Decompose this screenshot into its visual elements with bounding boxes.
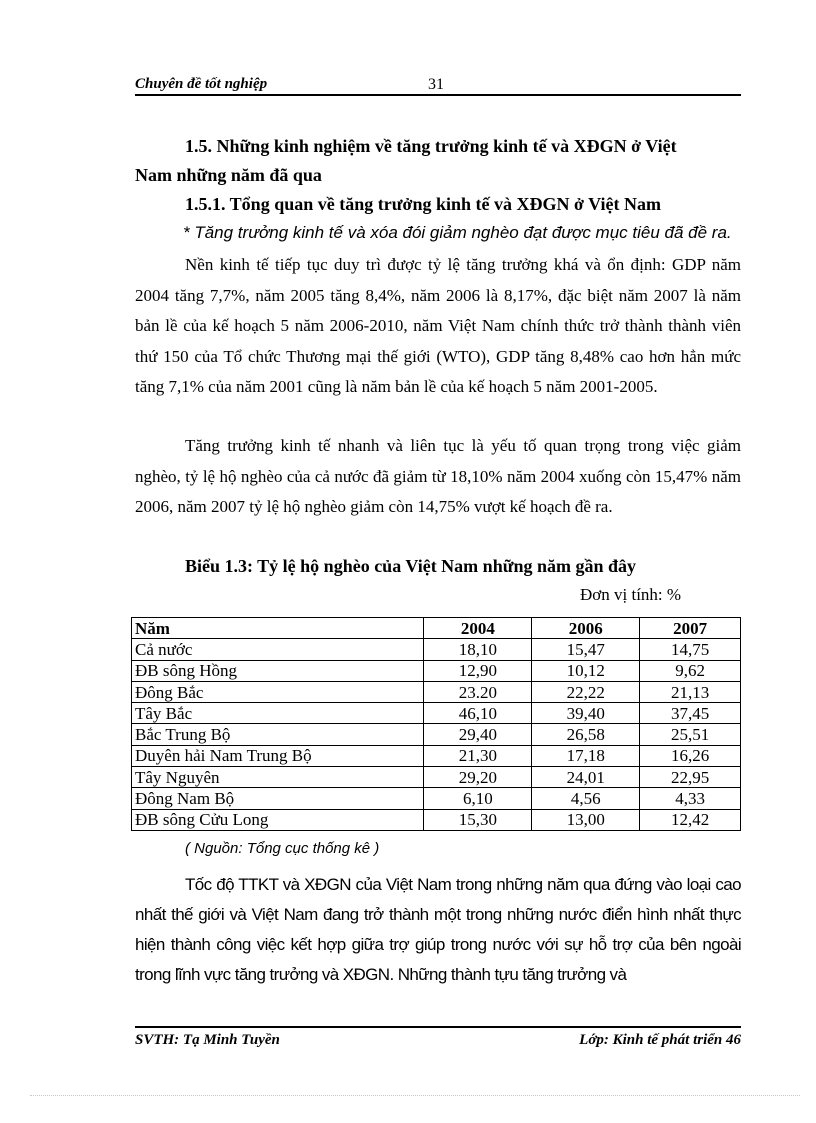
section-heading-line1: 1.5. Những kinh nghiệm về tăng trưởng kinh tế và XĐGN ở Việt	[185, 136, 677, 156]
header-rule	[135, 94, 741, 96]
value-cell: 22,22	[532, 681, 640, 702]
value-cell: 12,90	[424, 660, 532, 681]
table-caption: Biểu 1.3: Tỷ lệ hộ nghèo của Việt Nam những năm gần đây	[185, 556, 637, 576]
region-cell: Cả nước	[132, 639, 424, 660]
table-source: ( Nguồn: Tổng cục thống kê )	[185, 840, 380, 857]
value-cell: 29,40	[424, 724, 532, 745]
value-cell: 12,42	[640, 809, 741, 830]
value-cell: 14,75	[640, 639, 741, 660]
paragraph-conclusion: Tốc độ TTKT và XĐGN của Việt Nam trong những năm qua đứng vào loại cao nhất thế giới và Việt Nam đang trở thành một trong những nước điển hình nhất thực hiện thành công việc kết hợp giữa trợ giúp trong nước với sự hỗ trợ của bên ngoài trong lĩnh vực tăng trưởng và XĐGN. Những thành tựu tăng trưởng và	[135, 875, 741, 984]
value-cell: 25,51	[640, 724, 741, 745]
table-row	[132, 745, 741, 766]
value-cell: 9,62	[640, 660, 741, 681]
value-cell: 22,95	[640, 767, 741, 788]
value-cell: 26,58	[532, 724, 640, 745]
footer-student-name: SVTH: Tạ Minh Tuyền	[135, 1032, 280, 1048]
region-cell: ĐB sông Cửu Long	[132, 809, 424, 830]
value-cell: 18,10	[424, 639, 532, 660]
region-cell: ĐB sông Hồng	[132, 660, 424, 681]
value-cell: 13,00	[532, 809, 640, 830]
value-cell: 21,30	[424, 745, 532, 766]
unit-label: Đơn vị tính: %	[580, 585, 682, 604]
value-cell: 16,26	[640, 745, 741, 766]
table-row	[132, 639, 741, 660]
header-cell-2007: 2007	[640, 618, 741, 639]
footer-class-name: Lớp: Kinh tế phát triển 46	[579, 1032, 741, 1048]
value-cell: 37,45	[640, 703, 741, 724]
region-cell: Đông Nam Bộ	[132, 788, 424, 809]
page-bottom-dotted-line	[30, 1095, 800, 1096]
value-cell: 15,47	[532, 639, 640, 660]
region-cell: Tây Bắc	[132, 703, 424, 724]
paragraph-poverty-reduction: Tăng trưởng kinh tế nhanh và liên tục là yếu tố quan trọng trong việc giảm nghèo, tỷ lệ hộ nghèo của cả nước đã giảm từ 18,10% năm 2004 xuống còn 15,47% năm 2006, năm 2007 tỷ lệ hộ nghèo giảm còn 14,75% vượt kế hoạch đề ra.	[135, 436, 741, 516]
value-cell: 17,18	[532, 745, 640, 766]
region-cell: Bắc Trung Bộ	[132, 724, 424, 745]
header-cell-2006: 2006	[532, 618, 640, 639]
region-cell: Duyên hải Nam Trung Bộ	[132, 745, 424, 766]
value-cell: 4,56	[532, 788, 640, 809]
paragraph-gdp-growth: Nền kinh tế tiếp tục duy trì được tỷ lệ tăng trưởng khá và ổn định: GDP năm 2004 tăng 7,7%, năm 2005 tăng 8,4%, năm 2006 là 8,17%, đặc biệt năm 2007 là năm bản lề của kế hoạch 5 năm 2006-2010, năm Việt Nam chính thức trở thành thành viên thứ 150 của Tổ chức Thương mại thế giới (WTO), GDP tăng 8,48% cao hơn hẳn mức tăng 7,1% của năm 2001 cũng là năm bản lề của kế hoạch 5 năm 2001-2005.	[135, 255, 741, 396]
value-cell: 4,33	[640, 788, 741, 809]
value-cell: 10,12	[532, 660, 640, 681]
value-cell: 24,01	[532, 767, 640, 788]
value-cell: 46,10	[424, 703, 532, 724]
footer-rule	[135, 1026, 741, 1028]
table-row	[132, 703, 741, 724]
table-row	[132, 809, 741, 830]
poverty-rate-table	[131, 617, 741, 831]
subsection-heading: 1.5.1. Tổng quan về tăng trưởng kinh tế và XĐGN ở Việt Nam	[185, 194, 661, 214]
table-row	[132, 767, 741, 788]
header-cell-2004: 2004	[424, 618, 532, 639]
table-row	[132, 660, 741, 681]
value-cell: 29,20	[424, 767, 532, 788]
region-cell: Tây Nguyên	[132, 767, 424, 788]
page-number: 31	[428, 76, 444, 93]
table-header-row	[132, 618, 741, 639]
section-heading-line2: Nam những năm đã qua	[135, 165, 322, 185]
table-row	[132, 681, 741, 702]
header-document-title: Chuyên đề tốt nghiệp	[135, 76, 268, 92]
value-cell: 23.20	[424, 681, 532, 702]
value-cell: 15,30	[424, 809, 532, 830]
header-cell-region: Năm	[132, 618, 424, 639]
value-cell: 6,10	[424, 788, 532, 809]
table-row	[132, 724, 741, 745]
value-cell: 21,13	[640, 681, 741, 702]
section-heading	[135, 132, 741, 190]
italic-note: * Tăng trưởng kinh tế và xóa đói giảm nghèo đạt được mục tiêu đã đề ra.	[183, 223, 732, 242]
region-cell: Đông Bắc	[132, 681, 424, 702]
table-row	[132, 788, 741, 809]
value-cell: 39,40	[532, 703, 640, 724]
